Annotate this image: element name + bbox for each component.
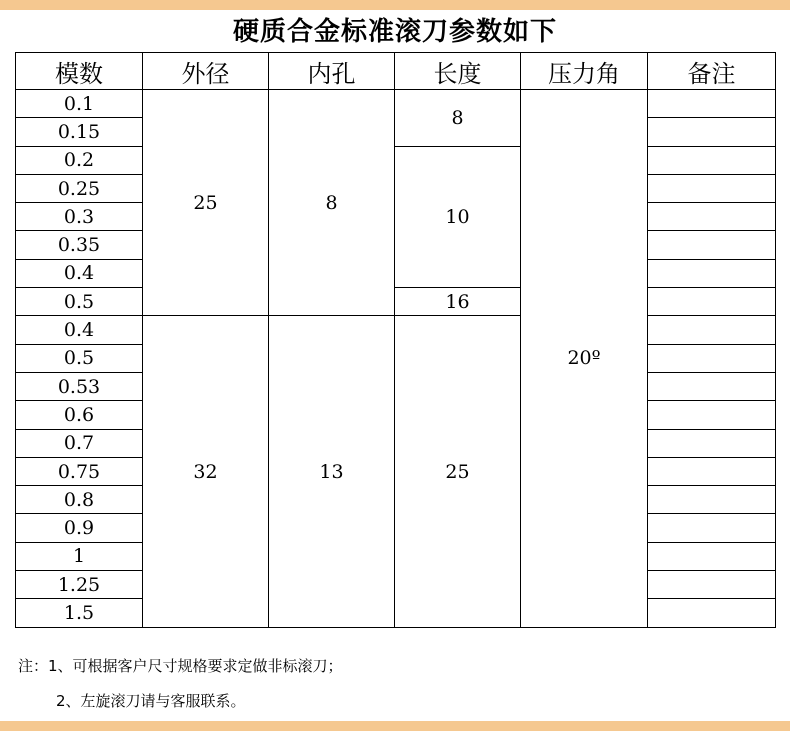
hob-parameter-table	[15, 52, 776, 628]
module-cell: 0.1	[16, 90, 143, 118]
module-cell: 0.5	[16, 288, 143, 316]
header-pressure-angle: 压力角	[521, 53, 648, 90]
module-cell: 0.4	[16, 259, 143, 287]
remarks-cell	[648, 344, 776, 372]
module-cell: 0.3	[16, 203, 143, 231]
remarks-cell	[648, 486, 776, 514]
module-cell: 0.6	[16, 401, 143, 429]
table-row	[16, 316, 776, 344]
header-outer-diameter: 外径	[143, 53, 269, 90]
module-cell: 1.25	[16, 571, 143, 599]
table-row	[16, 90, 776, 118]
pressure-angle-cell: 20º	[521, 90, 648, 628]
remarks-cell	[648, 599, 776, 627]
header-length: 长度	[395, 53, 521, 90]
remarks-cell	[648, 174, 776, 202]
remarks-cell	[648, 457, 776, 485]
module-cell: 0.8	[16, 486, 143, 514]
length-cell: 8	[395, 90, 521, 147]
remarks-cell	[648, 203, 776, 231]
header-bore: 内孔	[269, 53, 395, 90]
module-cell: 0.25	[16, 174, 143, 202]
remarks-cell	[648, 542, 776, 570]
module-cell: 0.9	[16, 514, 143, 542]
note-line-1: 注：1、可根据客户尺寸规格要求定做非标滚刀；	[18, 657, 343, 675]
remarks-cell	[648, 571, 776, 599]
table-row	[16, 288, 776, 316]
outer-diameter-cell: 25	[143, 90, 269, 316]
top-accent-bar	[0, 0, 790, 10]
remarks-cell	[648, 401, 776, 429]
bottom-accent-bar	[0, 721, 790, 731]
remarks-cell	[648, 90, 776, 118]
bore-cell: 13	[269, 316, 395, 627]
remarks-cell	[648, 288, 776, 316]
module-cell: 0.2	[16, 146, 143, 174]
outer-diameter-cell: 32	[143, 316, 269, 627]
remarks-cell	[648, 372, 776, 400]
module-cell: 0.4	[16, 316, 143, 344]
length-cell: 16	[395, 288, 521, 316]
module-cell: 0.15	[16, 118, 143, 146]
remarks-cell	[648, 146, 776, 174]
module-cell: 0.5	[16, 344, 143, 372]
bore-cell: 8	[269, 90, 395, 316]
remarks-cell	[648, 118, 776, 146]
remarks-cell	[648, 429, 776, 457]
module-cell: 0.53	[16, 372, 143, 400]
module-cell: 0.7	[16, 429, 143, 457]
header-remarks: 备注	[648, 53, 776, 90]
page-title: 硬质合金标准滚刀参数如下	[232, 17, 557, 47]
header-module: 模数	[16, 53, 143, 90]
remarks-cell	[648, 514, 776, 542]
module-cell: 1	[16, 542, 143, 570]
remarks-cell	[648, 231, 776, 259]
remarks-cell	[648, 316, 776, 344]
table-row	[16, 146, 776, 174]
table-header-row	[16, 53, 776, 90]
module-cell: 0.75	[16, 457, 143, 485]
module-cell: 0.35	[16, 231, 143, 259]
length-cell: 10	[395, 146, 521, 287]
note-line-2: 2、左旋滚刀请与客服联系。	[56, 692, 246, 710]
remarks-cell	[648, 259, 776, 287]
module-cell: 1.5	[16, 599, 143, 627]
length-cell: 25	[395, 316, 521, 627]
